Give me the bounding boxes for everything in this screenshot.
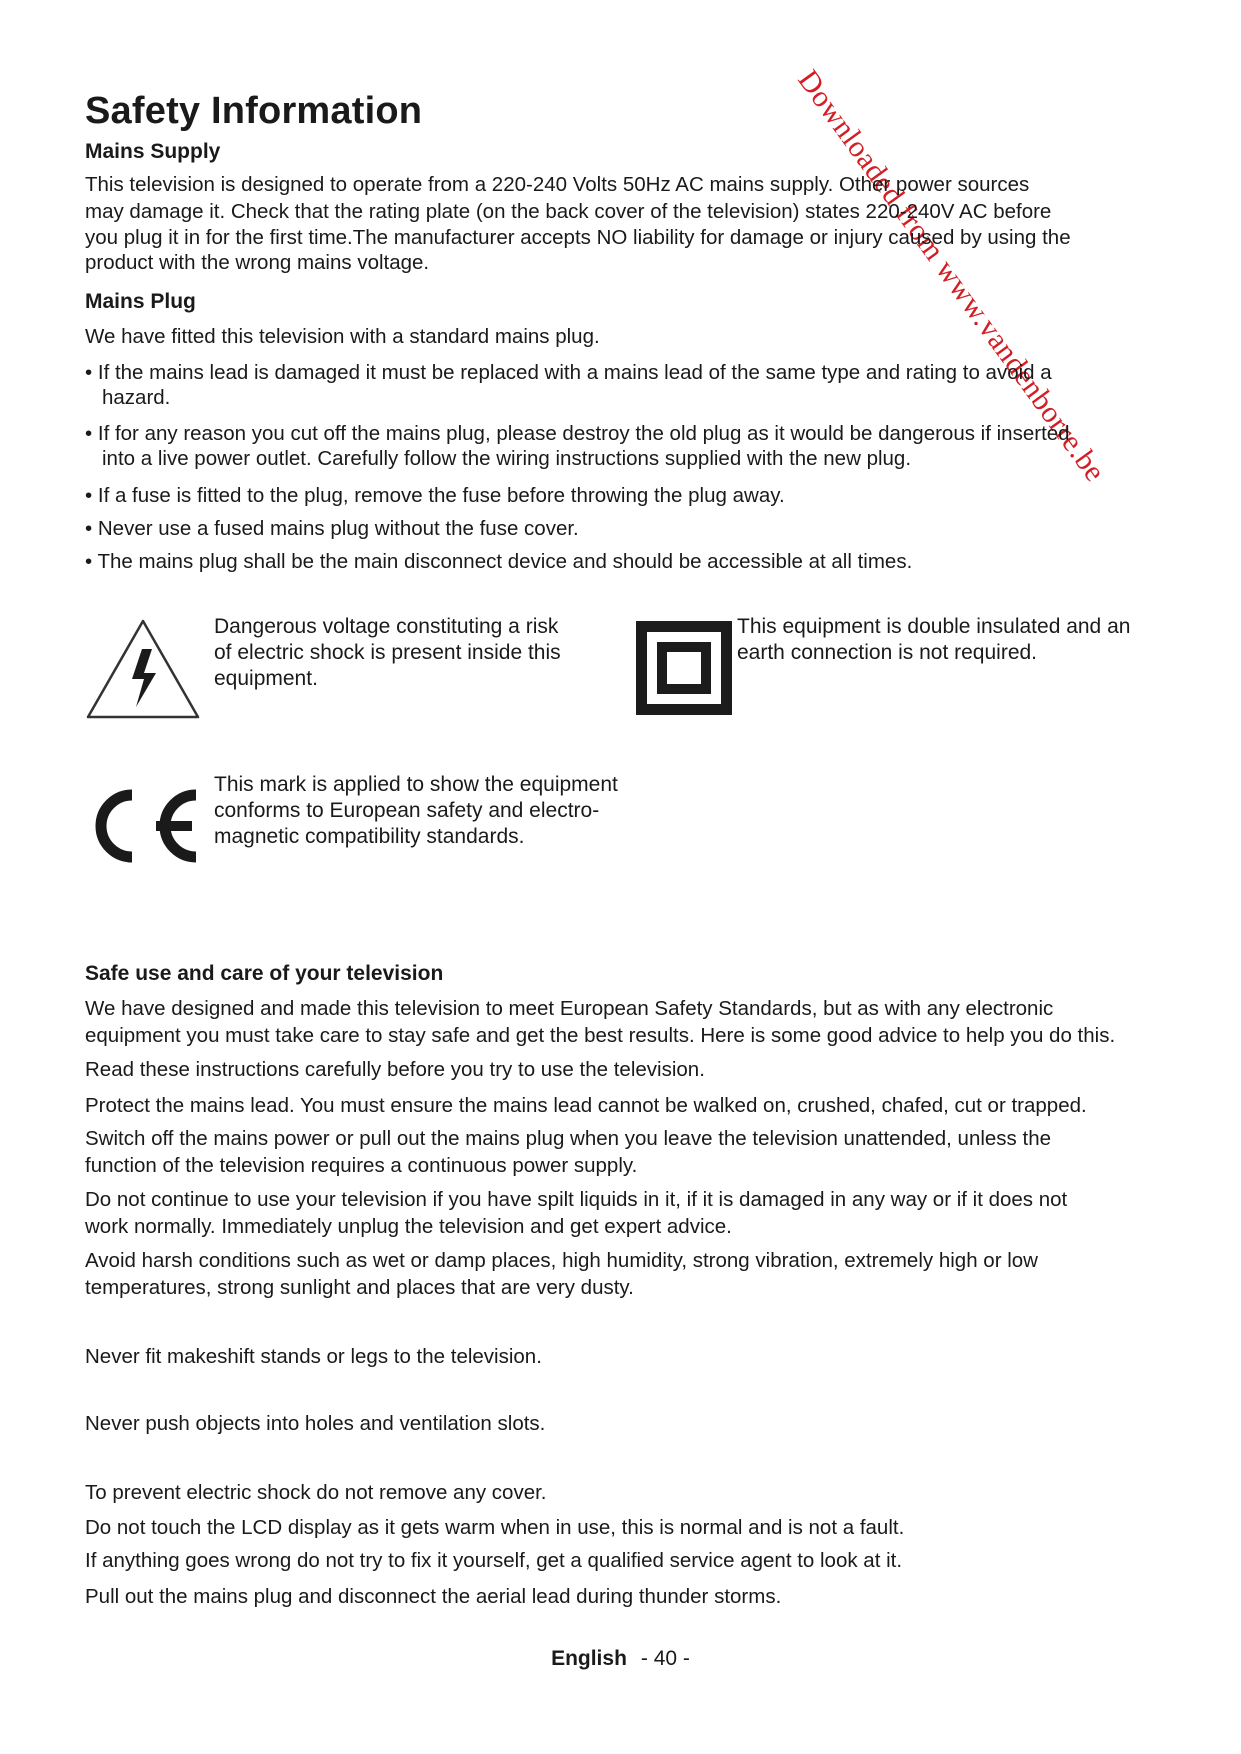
footer-language: English [551,1647,627,1670]
text-line: Dangerous voltage constituting a risk [214,615,559,638]
mains-plug-intro: We have fitted this television with a standard mains plug. [85,325,600,348]
safe-use-paragraph: Pull out the mains plug and disconnect the aerial lead during thunder storms. [85,1585,782,1608]
double-insulation-text [737,614,1130,666]
bullet-item: • The mains plug shall be the main disconnect device and should be accessible at all times. [85,550,913,573]
text-line: work normally. Immediately unplug the television and get expert advice. [85,1215,732,1238]
safe-use-paragraph: To prevent electric shock do not remove any cover. [85,1481,547,1504]
text-line: function of the television requires a continuous power supply. [85,1154,638,1177]
safe-use-heading: Safe use and care of your television [85,962,444,985]
download-watermark: Downloaded from www.vandenborre.be [791,64,1112,488]
text-line: magnetic compatibility standards. [214,825,525,848]
text-line: We have designed and made this television to meet European Safety Standards, but as with any electronic [85,997,1054,1020]
safe-use-paragraph [85,1186,1067,1240]
safe-use-paragraph: Read these instructions carefully before you try to use the television. [85,1058,705,1081]
safe-use-paragraph: If anything goes wrong do not try to fix it yourself, get a qualified service agent to look at it. [85,1549,903,1572]
ce-mark-icon [84,786,202,866]
safe-use-paragraph: Do not touch the LCD display as it gets warm when in use, this is normal and is not a fault. [85,1516,905,1539]
text-line: conforms to European safety and electro- [214,799,600,822]
safe-use-paragraph [85,995,1115,1049]
text-line: of electric shock is present inside this [214,641,561,664]
bullet-line: • If for any reason you cut off the mains plug, please destroy the old plug as it would be dangerous if inserted [85,422,1070,445]
text-line: equipment you must take care to stay safe and get the best results. Here is some good advice to help you do this. [85,1024,1116,1047]
safe-use-paragraph [85,1125,1051,1179]
mains-supply-heading: Mains Supply [85,140,221,163]
page-footer [0,1647,1241,1671]
bullet-line: into a live power outlet. Carefully follow the wiring instructions supplied with the new plug. [102,447,912,470]
page-title: Safety Information [85,90,423,132]
voltage-warning-text [214,614,561,692]
text-line: earth connection is not required. [737,641,1038,664]
bullet-item [85,421,1070,471]
double-insulation-icon [636,621,732,715]
ce-mark-text [214,772,618,850]
mains-plug-heading: Mains Plug [85,290,196,313]
mains-supply-paragraph [85,172,1071,276]
safe-use-paragraph: Protect the mains lead. You must ensure the mains lead cannot be walked on, crushed, chafed, cut or trapped. [85,1094,1087,1117]
text-line: This equipment is double insulated and an [737,615,1131,638]
text-line: This television is designed to operate from a 220-240 Volts 50Hz AC mains supply. Other power sources [85,173,1030,196]
text-line: Avoid harsh conditions such as wet or damp places, high humidity, strong vibration, extremely high or low [85,1249,1038,1272]
text-line: you plug it in for the first time.The manufacturer accepts NO liability for damage or injury caused by using the [85,226,1071,249]
text-line: may damage it. Check that the rating plate (on the back cover of the television) states 220-240V AC before [85,199,1052,223]
safe-use-paragraph: Never fit makeshift stands or legs to the television. [85,1345,542,1368]
page-number: - 40 - [640,1647,690,1670]
bullet-item: • Never use a fused mains plug without the fuse cover. [85,517,579,540]
bullet-line: • If the mains lead is damaged it must be replaced with a mains lead of the same type and rating to avoid a [85,361,1052,384]
text-line: Switch off the mains power or pull out the mains plug when you leave the television unattended, unless the [85,1127,1051,1150]
text-line: Do not continue to use your television if you have spilt liquids in it, if it is damaged in any way or if it does not [85,1188,1068,1211]
text-line: This mark is applied to show the equipment [214,773,618,796]
text-line: equipment. [214,667,318,690]
bullet-item: • If a fuse is fitted to the plug, remove the fuse before throwing the plug away. [85,484,785,507]
text-line: product with the wrong mains voltage. [85,250,430,274]
text-line: temperatures, strong sunlight and places that are very dusty. [85,1276,634,1299]
high-voltage-warning-icon [84,617,202,721]
safe-use-paragraph [85,1247,1038,1301]
bullet-item [85,360,1052,410]
bullet-line: hazard. [102,386,171,409]
safe-use-paragraph: Never push objects into holes and ventilation slots. [85,1412,546,1435]
